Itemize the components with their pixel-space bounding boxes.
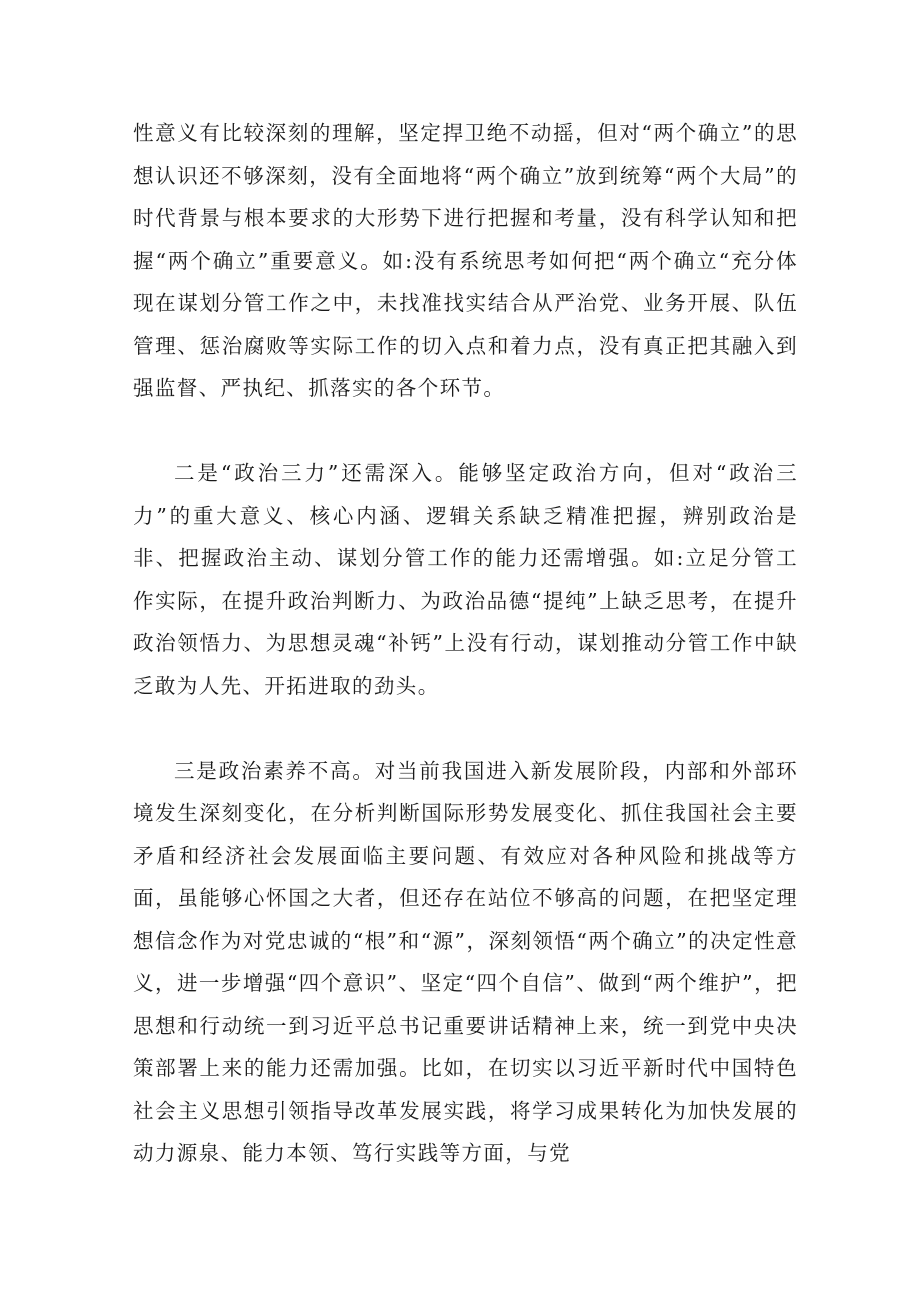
document-body [133,112,798,1175]
paragraph-gap [133,410,798,453]
paragraph-political-quality: 三是政治素养不高。对当前我国进入新发展阶段，内部和外部环境发生深刻变化，在分析判断国际形势发展变化、抓住我国社会主要矛盾和经济社会发展面临主要问题、有效应对各种风险和挑战等方面，虽能够心怀国之大者，但还存在站位不够高的问题，在把坚定理想信念作为对党忠诚的“根”和“源”，深刻领悟“两个确立”的决定性意义，进一步增强“四个意识”、坚定“四个自信”、做到“两个维护”，把思想和行动统一到习近平总书记重要讲话精神上来，统一到党中央决策部署上来的能力还需加强。比如，在切实以习近平新时代中国特色社会主义思想引领指导改革发展实践，将学习成果转化为加快发展的动力源泉、能力本领、笃行实践等方面，与党 [133,758,798,1165]
paragraph-gap [133,707,798,750]
paragraph-continued: 性意义有比较深刻的理解，坚定捍卫绝不动摇，但对“两个确立”的思想认识还不够深刻，没有全面地将“两个确立”放到统筹“两个大局”的时代背景与根本要求的大形势下进行把握和考量，没有科学认知和把握“两个确立”重要意义。如:没有系统思考如何把“两个确立“充分体现在谋划分管工作之中，未找准找实结合从严治党、业务开展、队伍管理、惩治腐败等实际工作的切入点和着力点，没有真正把其融入到强监督、严执纪、抓落实的各个环节。 [133,121,798,400]
paragraph-political-three-powers: 二是“政治三力”还需深入。能够坚定政治方向，但对“政治三力”的重大意义、核心内涵、逻辑关系缺乏精准把握，辨别政治是非、把握政治主动、谋划分管工作的能力还需增强。如:立足分管工作实际，在提升政治判断力、为政治品德“提纯”上缺乏思考，在提升政治领悟力、为思想灵魂“补钙”上没有行动，谋划推动分管工作中缺乏敢为人先、开拓进取的劲头。 [133,461,798,698]
